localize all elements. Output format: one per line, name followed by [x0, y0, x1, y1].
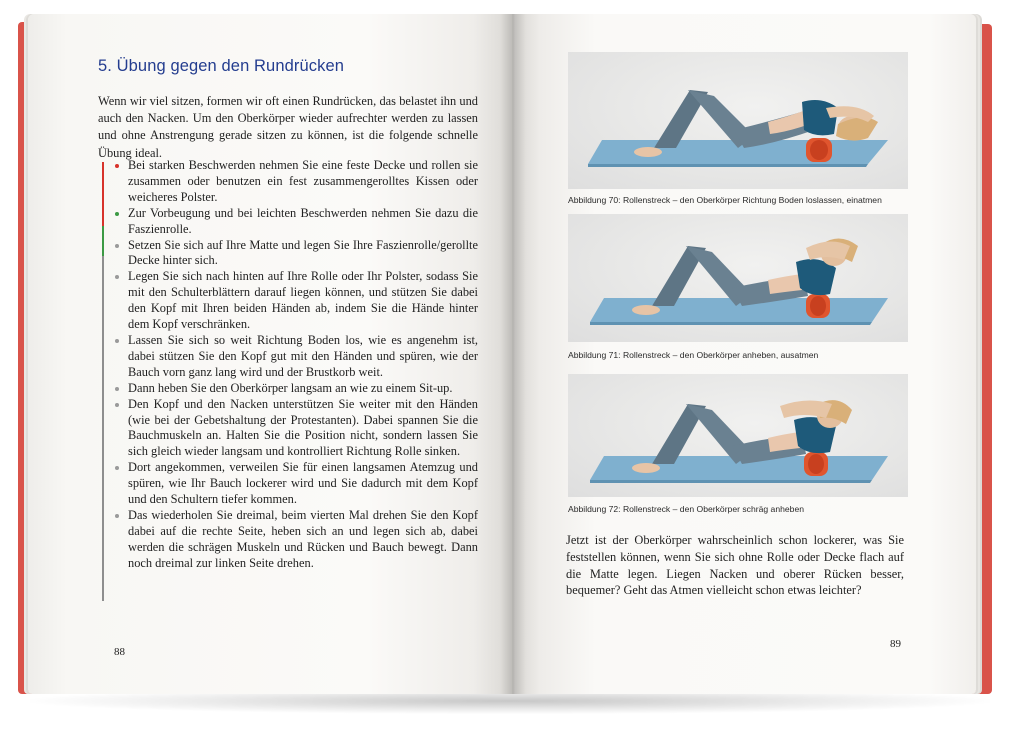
list-item [110, 206, 478, 238]
list-item [110, 158, 478, 206]
arms [780, 400, 832, 418]
list-item [110, 238, 478, 270]
mat-edge [588, 164, 868, 167]
step-text: Das wiederholen Sie dreimal, beim vierten Mal drehen Sie den Kopf dabei auf die rechte Seite, heben sich an und legen sich ab, dabei werden die schrägen Muskeln und Rücken und Bauch bewegt. Dann noch dreimal zur linken Seite drehen. [128, 507, 478, 570]
severity-bar-grey [102, 256, 104, 601]
list-item [110, 381, 478, 397]
figure-70-photo [568, 52, 908, 189]
page-number-right: 89 [890, 638, 901, 650]
severity-bar-green [102, 226, 104, 256]
mat-edge [590, 322, 872, 325]
step-text: Setzen Sie sich auf Ihre Matte und legen Sie Ihre Faszienrolle/gerollte Decke hinter sich. [128, 237, 478, 268]
book-gutter [500, 14, 526, 694]
list-item [110, 460, 478, 508]
severity-bar-red [102, 162, 104, 226]
figure-72-photo [568, 374, 908, 497]
list-item [110, 333, 478, 381]
step-text: Zur Vorbeugung und bei leichten Beschwerden nehmen Sie dazu die Faszienrolle. [128, 205, 478, 236]
exercise-illustration [568, 374, 908, 497]
list-item [110, 269, 478, 333]
figure-72-caption: Abbildung 72: Rollenstreck – den Oberkörper schräg anheben [568, 504, 805, 514]
sports-top [802, 100, 838, 135]
exercise-illustration [568, 214, 908, 342]
right-page [512, 14, 976, 694]
bullet-icon [115, 387, 119, 391]
bullet-green-icon [115, 212, 119, 216]
bullet-icon [115, 514, 119, 518]
exercise-illustration [568, 52, 908, 189]
list-item [110, 508, 478, 572]
page-number-left: 88 [114, 646, 125, 658]
step-text: Lassen Sie sich so weit Richtung Boden los, wie es angenehm ist, dabei stützen Sie den Kopf gut mit den Händen und spüren, wie der Bauch vorn ganz lang wird und der Brustkorb weit. [128, 332, 478, 379]
section-heading: 5. Übung gegen den Rundrücken [98, 57, 345, 75]
step-text: Bei starken Beschwerden nehmen Sie eine feste Decke und rollen sie zusammen oder benutzen ein fest zusammengerolltes Kissen oder weicheres Polster. [128, 158, 478, 204]
step-text: Dort angekommen, verweilen Sie für einen langsamen Atemzug und spüren, wie Ihr Bauch lockerer wird und Sie dadurch mit dem Kopf und den Schultern tiefer kommen. [128, 460, 478, 507]
roller-end [808, 454, 824, 474]
figure-71-caption: Abbildung 71: Rollenstreck – den Oberkörper anheben, ausatmen [568, 350, 819, 360]
exercise-steps [110, 158, 478, 572]
bullet-icon [115, 339, 119, 343]
feet [634, 147, 662, 157]
roller-end [810, 296, 826, 316]
step-text: Dann heben Sie den Oberkörper langsam an wie zu einem Sit-up. [128, 380, 453, 395]
feet [632, 305, 660, 315]
bullet-red-icon [115, 164, 119, 168]
left-page [28, 14, 512, 694]
roller-end [810, 140, 828, 160]
step-text: Den Kopf und den Nacken unterstützen Sie weiter mit den Händen (wie bei der Gebetshaltung der Protestanten). Dabei spannen Sie die Bauchmuskeln an. Halten Sie die Position nicht, sondern lassen Sie sich gleich wieder langsam und kontrolliert Richtung Rolle sinken. [128, 396, 478, 459]
intro-paragraph: Wenn wir viel sitzen, formen wir oft einen Rundrücken, das belastet ihn und auch den Nacken. Um den Oberkörper wieder aufrechter werden zu lassen und ohne Anstrengung gerade sitzen zu können, ist die folgende schnelle Übung ideal. [98, 94, 478, 160]
bullet-icon [115, 466, 119, 470]
feet [632, 463, 660, 473]
closing-paragraph: Jetzt ist der Oberkörper wahrscheinlich schon lockerer, was Sie feststellen können, wenn Sie sich ohne Rolle oder Decke flach auf die Matte legen. Liegen Nacken und oberer Rücken besser, bequemer? Geht das Atmen vielleicht schon etwas leichter? [566, 533, 904, 598]
bullet-icon [115, 244, 119, 248]
list-item [110, 397, 478, 461]
mat-edge [590, 480, 872, 483]
figure-71-photo [568, 214, 908, 342]
bullet-icon [115, 403, 119, 407]
step-text: Legen Sie sich nach hinten auf Ihre Rolle oder Ihr Polster, sodass Sie mit den Schulterblättern darauf liegen können, und stützen Sie dabei den Kopf mit Ihren beiden Händen ab, indem Sie die Hände hinter dem Kopf verschränken. [128, 269, 478, 332]
bullet-icon [115, 275, 119, 279]
figure-70-caption: Abbildung 70: Rollenstreck – den Oberkörper Richtung Boden loslassen, einatmen [568, 195, 882, 205]
